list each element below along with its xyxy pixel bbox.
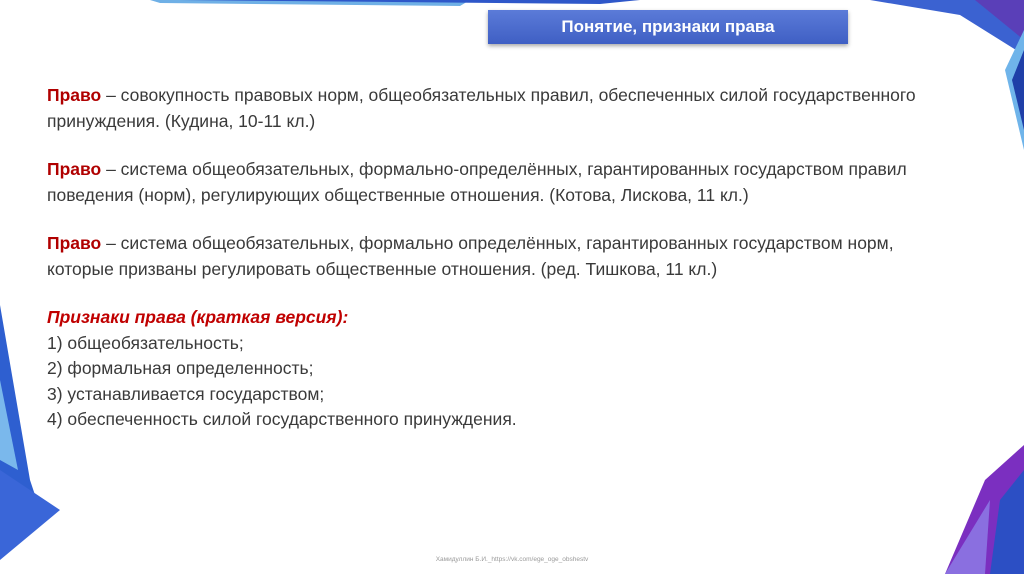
definition-text: – система общеобязательных, формально-определённых, гарантированных государством правил поведения (норм), регулирующих общественные отношения. (Котова, Лискова, 11 кл.) [47, 159, 907, 205]
slide-title: Понятие, признаки права [488, 10, 848, 44]
sign-item: 3) устанавливается государством; [47, 383, 325, 404]
footer-credit: Хамидуллин Б.И._https://vk.com/ege_oge_obshestv [435, 556, 589, 563]
definition-text: – система общеобязательных, формально определённых, гарантированных государством норм, которые призваны регулировать общественные отношения. (ред. Тишкова, 11 кл.) [47, 233, 894, 279]
definition-3 [47, 231, 947, 282]
sign-item: 1) общеобязательность; [47, 332, 244, 353]
definition-term: Право [47, 159, 102, 179]
definition-term: Право [47, 233, 102, 253]
sign-item: 2) формальная определенность; [47, 358, 314, 378]
sign-item: 4) обеспеченность силой государственного принуждения. [47, 409, 517, 429]
signs-section [47, 305, 947, 433]
slide-content [47, 83, 947, 433]
definition-text: – совокупность правовых норм, общеобязательных правил, обеспеченных силой государственного принуждения. (Кудина, 10-11 кл.) [47, 85, 916, 131]
signs-heading: Признаки права (краткая версия): [47, 307, 349, 327]
definition-term: Право [47, 85, 102, 105]
definition-1 [47, 83, 947, 134]
definition-2 [47, 157, 947, 208]
